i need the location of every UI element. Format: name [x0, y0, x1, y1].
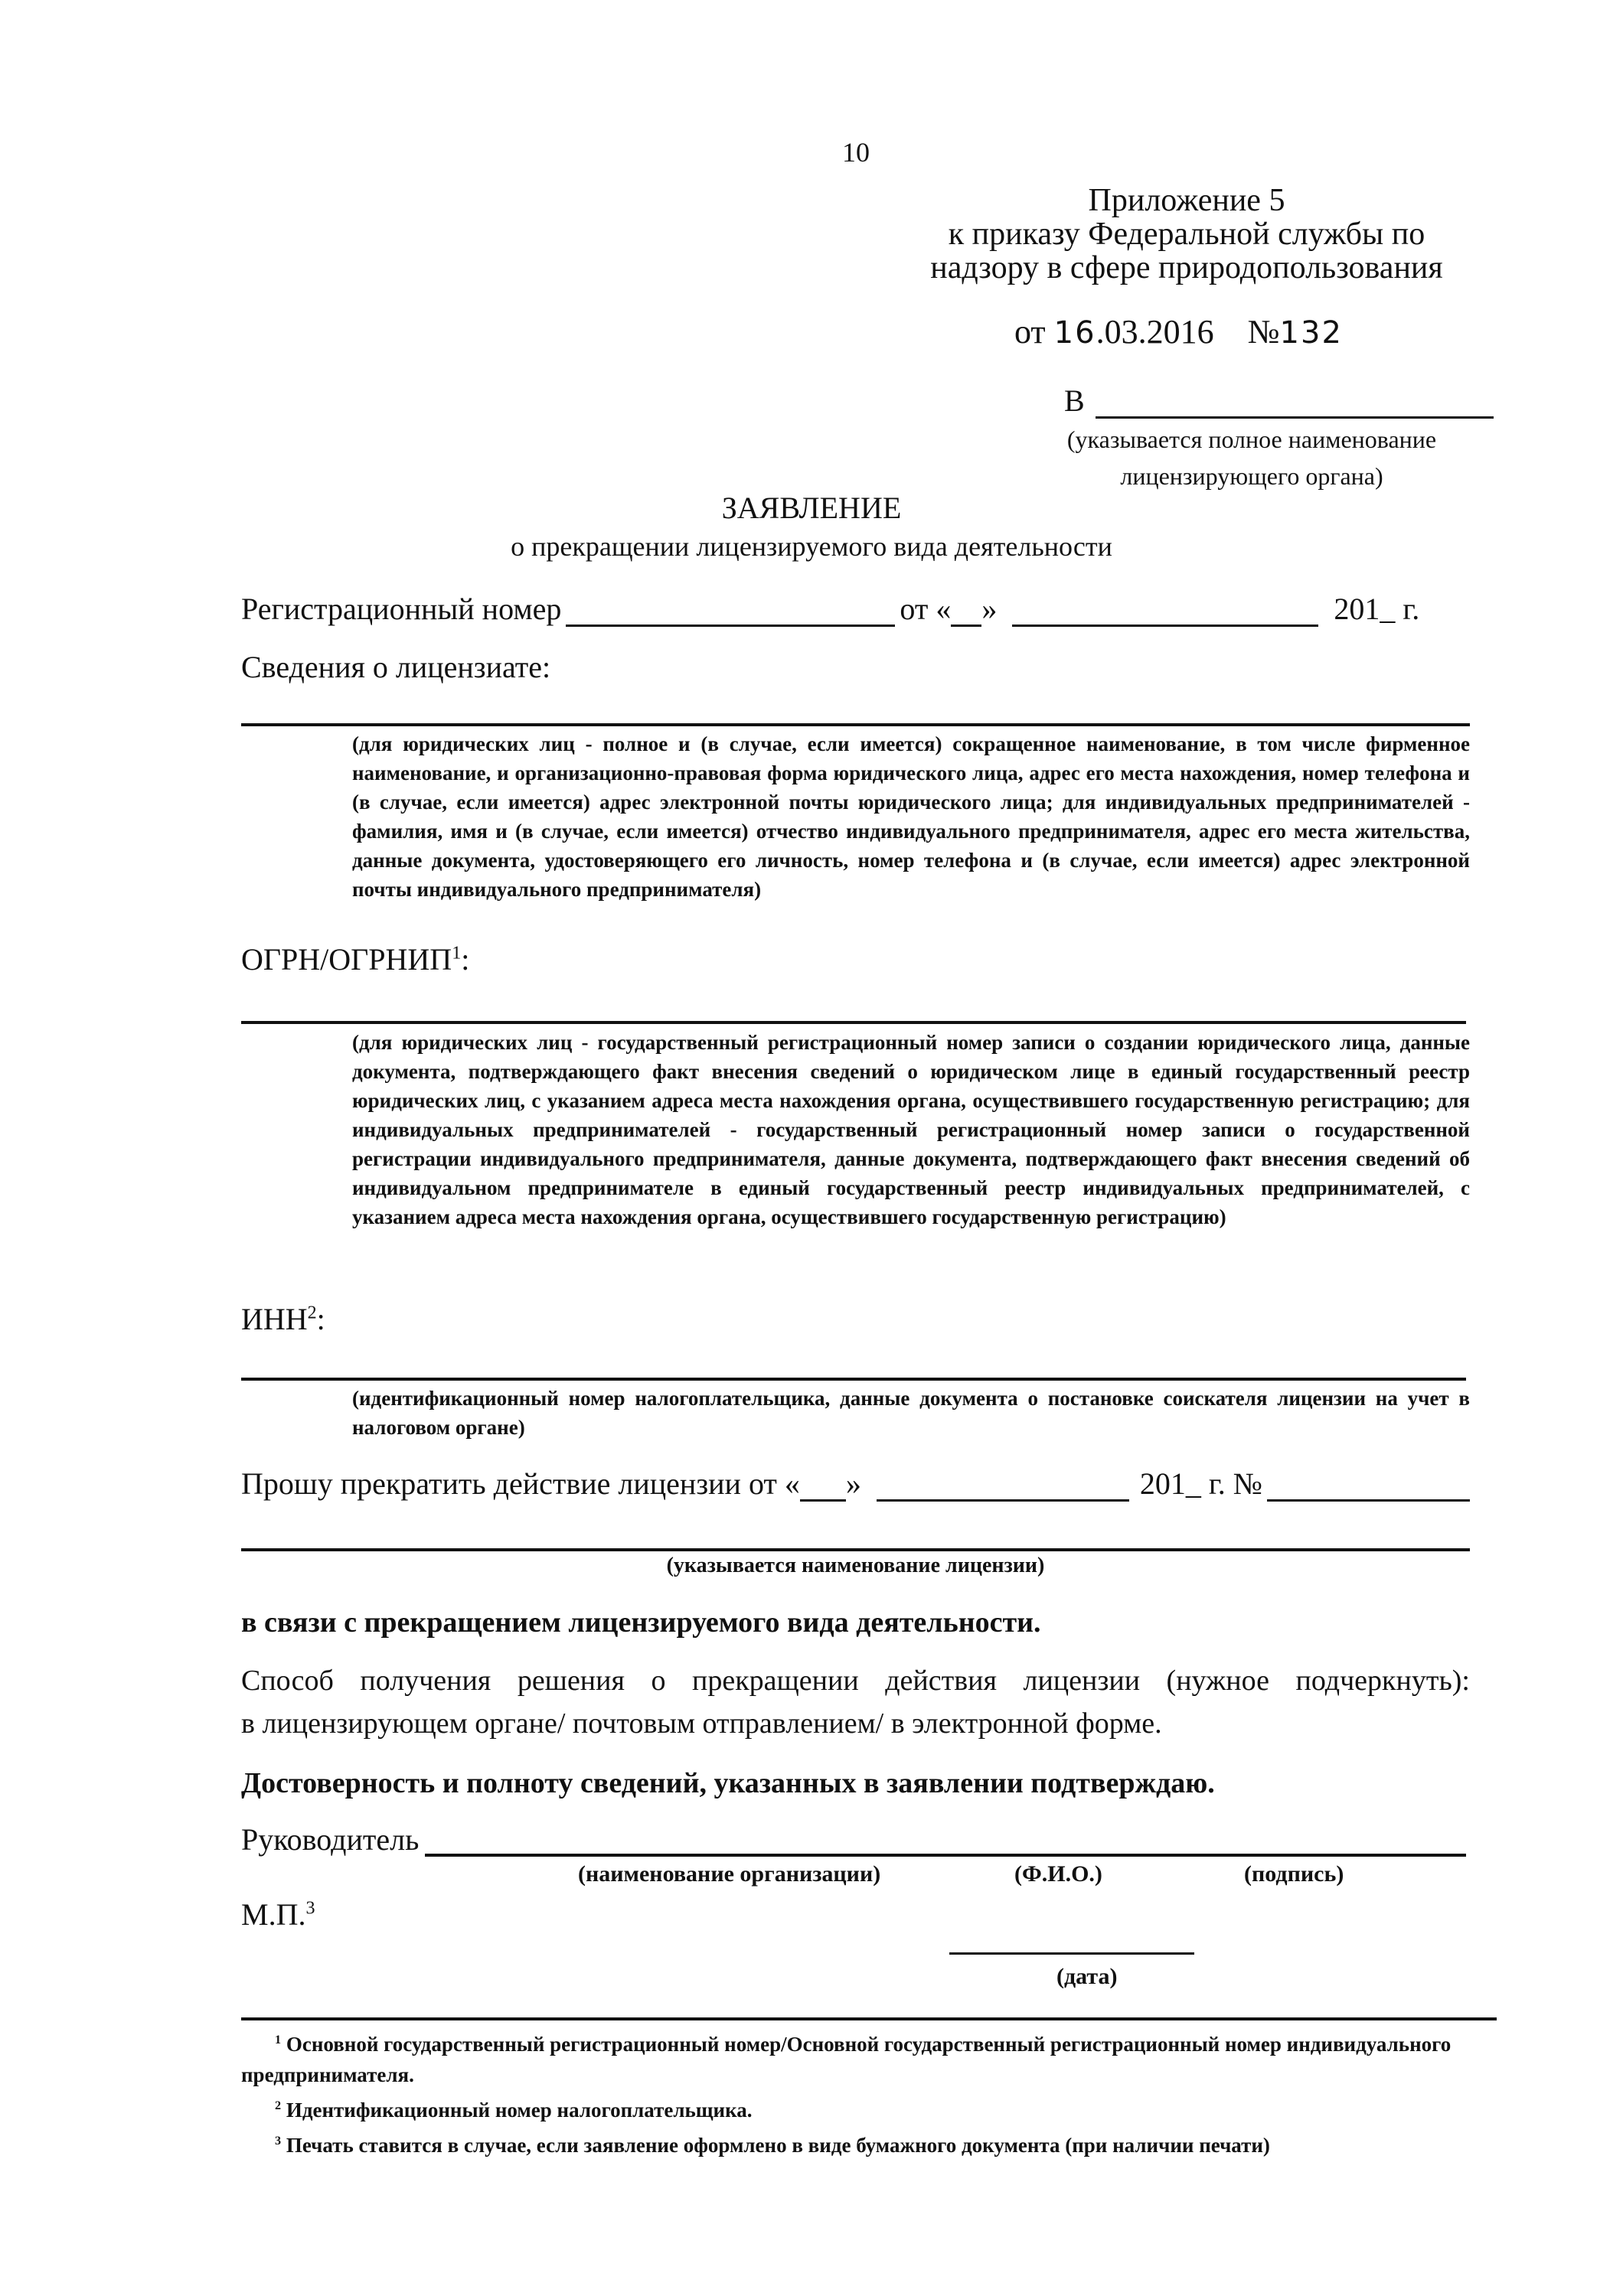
- request-day-field[interactable]: [800, 1472, 846, 1502]
- ogrn-note: (для юридических лиц - государственный регистрационный номер записи о создании юридического лица, данные документа, подтверждающего факт внесения сведений о юридическом лице в единый государственный реестр юридических лиц, с указанием адреса места нахождения органа, осуществившего государственную регистрацию; для индивидуальных предпринимателей - государственный регистрационный номер записи о государственной регистрации индивидуального предпринимателя, данные документа, подтверждающего факт внесения сведений об индивидуальном предпринимателе в единый государственный реестр индивидуальных предпринимателей, с указанием адреса места нахождения органа, осуществившего государственную регистрацию): [352, 1031, 1470, 1228]
- confirmation-text: Достоверность и полноту сведений, указанных в заявлении подтверждаю.: [241, 1767, 1215, 1799]
- appendix-line: Приложение 5: [1088, 183, 1285, 218]
- registration-number-field[interactable]: [566, 597, 895, 627]
- license-name-field[interactable]: [241, 1548, 1470, 1551]
- footnote-text: Идентификационный номер налогоплательщика.: [286, 2099, 753, 2122]
- stamp-label-text: М.П.: [241, 1897, 306, 1932]
- delivery-options[interactable]: в лицензирующем органе/ почтовым отправлением/ в электронной форме.: [241, 1707, 1162, 1740]
- page-number: 10: [842, 137, 870, 168]
- footnote-ref: 2: [275, 2099, 282, 2112]
- footnote-ref: 1: [275, 2033, 282, 2047]
- delivery-method: [241, 1659, 1470, 1745]
- request-month-field[interactable]: [877, 1472, 1129, 1502]
- registration-year-label: 201_ г.: [1334, 592, 1420, 626]
- footnote-1: [241, 2024, 1481, 2090]
- order-date-line: [1014, 312, 1343, 351]
- ogrn-label: ОГРН/ОГРНИП$^1$:: [241, 942, 470, 977]
- signature-label: (подпись): [1244, 1861, 1344, 1887]
- registration-from-label: от «: [900, 592, 952, 626]
- footnote-ref: 1: [452, 943, 462, 964]
- recipient-note-line: (указывается полное наименование: [1066, 426, 1437, 453]
- footnote-3: [241, 2125, 1481, 2161]
- recipient-prefix: В: [1064, 383, 1085, 418]
- ogrn-field[interactable]: [241, 1021, 1466, 1024]
- licensee-field[interactable]: [241, 723, 1470, 726]
- request-line: [241, 1466, 1470, 1502]
- footnote-ref: 3: [275, 2134, 282, 2148]
- inn-field[interactable]: [241, 1378, 1466, 1381]
- date-label: (дата): [1056, 1964, 1118, 1989]
- license-name-note: (указывается наименование лицензии): [666, 1554, 1045, 1577]
- recipient-note-line: лицензирующего органа): [1120, 462, 1383, 490]
- registration-day-field[interactable]: [951, 597, 981, 627]
- recipient-note: [995, 421, 1508, 494]
- footnote-ref: 2: [307, 1303, 317, 1323]
- quote-close: »: [981, 592, 998, 626]
- recipient-line: [1064, 383, 1494, 419]
- request-reason: в связи с прекращением лицензируемого вида деятельности.: [241, 1606, 1041, 1639]
- head-label: Руководитель: [241, 1822, 420, 1857]
- stamp-label: [241, 1896, 315, 1932]
- appendix-line: к приказу Федеральной службы по: [948, 217, 1425, 252]
- date-field[interactable]: [949, 1952, 1194, 1955]
- licensee-note: (для юридических лиц - полное и (в случае, если имеется) сокращенное наименование, в том числе фирменное наименование, и организационно-правовая форма юридического лица, адрес его места нахождения, номер телефона и (в случае, если имеется) адрес электронной почты юридического лица; для индивидуальных предпринимателей - фамилия, имя и (в случае, если имеется) отчество индивидуального предпринимателя, адрес его места жительства, данные документа, удостоверяющего его личность, номер телефона и (в случае, если имеется) адрес электронной почты индивидуального предпринимателя): [352, 732, 1470, 901]
- registration-label: Регистрационный номер: [241, 592, 562, 626]
- inn-note: (идентификационный номер налогоплательщика, данные документа о постановке соискателя лицензии на учет в налоговом органе): [352, 1387, 1470, 1439]
- order-prefix: от: [1014, 313, 1046, 351]
- quote-close: »: [845, 1466, 861, 1501]
- footnote-ref: 3: [305, 1898, 315, 1919]
- inn-label: ИНН$^2$:: [241, 1302, 325, 1336]
- footnotes: [241, 2024, 1481, 2161]
- inn-label-text: ИНН: [241, 1302, 308, 1336]
- head-signature-field[interactable]: [425, 1854, 1466, 1857]
- document-title: ЗАЯВЛЕНИЕ: [721, 491, 902, 525]
- order-day-handwritten: 16: [1053, 315, 1096, 351]
- footnote-text: Печать ставится в случае, если заявление оформлено в виде бумажного документа (при наличии печати): [286, 2134, 1270, 2157]
- registration-line: [241, 591, 1470, 627]
- ogrn-label-text: ОГРН/ОГРНИП: [241, 942, 452, 977]
- registration-month-field[interactable]: [1012, 597, 1318, 627]
- document-subtitle: о прекращении лицензируемого вида деятельности: [511, 531, 1112, 562]
- org-name-label: (наименование организации): [578, 1861, 881, 1887]
- request-text: Прошу прекратить действие лицензии от «: [241, 1466, 800, 1501]
- licensee-label: Сведения о лицензиате:: [241, 650, 551, 684]
- footnote-separator: [241, 2017, 1497, 2020]
- delivery-method-text: Способ получения решения о прекращении действия лицензии (нужное подчеркнуть):: [241, 1665, 1470, 1697]
- footnote-text: Основной государственный регистрационный номер/Основной государственный регистрационный номер индивидуального предпринимателя.: [241, 2033, 1452, 2086]
- order-number-handwritten: 132: [1279, 315, 1343, 351]
- license-number-field[interactable]: [1267, 1472, 1470, 1502]
- order-number-sign: №: [1247, 313, 1280, 351]
- fio-label: (Ф.И.О.): [1014, 1861, 1102, 1887]
- order-date-rest: .03.2016: [1096, 313, 1214, 351]
- footnote-2: [241, 2090, 1481, 2125]
- appendix-header: [888, 184, 1485, 285]
- recipient-field[interactable]: [1096, 386, 1494, 419]
- request-year-number-label: 201_ г. №: [1139, 1466, 1262, 1501]
- appendix-line: надзору в сфере природопользования: [930, 250, 1443, 285]
